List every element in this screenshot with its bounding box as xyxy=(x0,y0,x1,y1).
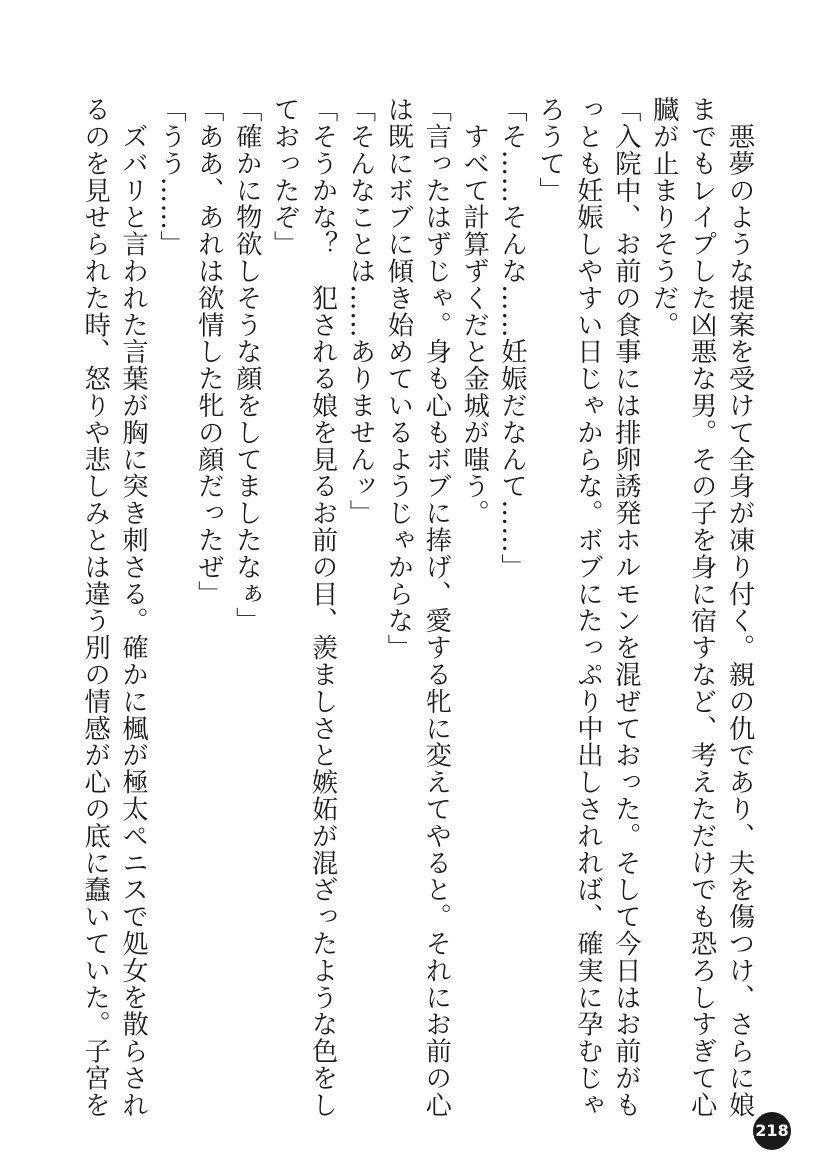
text-line: 「うう……」 xyxy=(155,96,186,258)
page-number-badge: 218 xyxy=(753,1112,791,1150)
text-line: 「入院中、お前の食事には排卵誘発ホルモンを混ぜておった。そして今日はお前がも xyxy=(610,96,641,1119)
body-text xyxy=(75,96,757,1119)
text-line: ズバリと言われた言葉が胸に突き刺さる。確かに楓が極太ペニスで処女を散らされ xyxy=(117,96,148,1119)
text-line: 「言ったはずじゃ。身も心もボブに捧げ、愛する牝に変えてやると。それにお前の心 xyxy=(420,96,451,1119)
text-line: 臓が止まりそうだ。 xyxy=(648,96,679,339)
text-line: っとも妊娠しやすい日じゃからな。ボブにたっぷり中出しされれば、確実に孕むじゃ xyxy=(572,96,603,1119)
text-line: ておったぞ」 xyxy=(269,96,300,258)
text-line: は既にボブに傾き始めているようじゃからな」 xyxy=(382,96,413,661)
text-line: 「ああ、あれは欲情した牝の顔だったぜ」 xyxy=(193,96,224,608)
text-line: ろうて」 xyxy=(534,96,565,204)
text-line: 悪夢のような提案を受けて全身が凍り付く。親の仇であり、夫を傷つけ、さらに娘 xyxy=(724,96,754,1119)
text-line: 「確かに物欲しそうな顔をしてましたなぁ」 xyxy=(231,96,262,634)
text-line: 「そんなことは……ありませんッ」 xyxy=(344,96,375,527)
text-line: までもレイプした凶悪な男。その子を身に宿すなど、考えただけでも恐ろしすぎて心 xyxy=(686,96,717,1119)
text-line: 「そ……そんな……妊娠だなんて……」 xyxy=(496,96,527,581)
text-line: 「そうかな？ 犯される娘を見るお前の目、羨ましさと嫉妬が混ざったような色をし xyxy=(307,96,338,1119)
text-line: るのを見せられた時、怒りや悲しみとは違う別の情感が心の底に蠢いていた。子宮を xyxy=(79,96,110,1119)
text-line: すべて計算ずくだと金城が嗤う。 xyxy=(458,96,489,527)
